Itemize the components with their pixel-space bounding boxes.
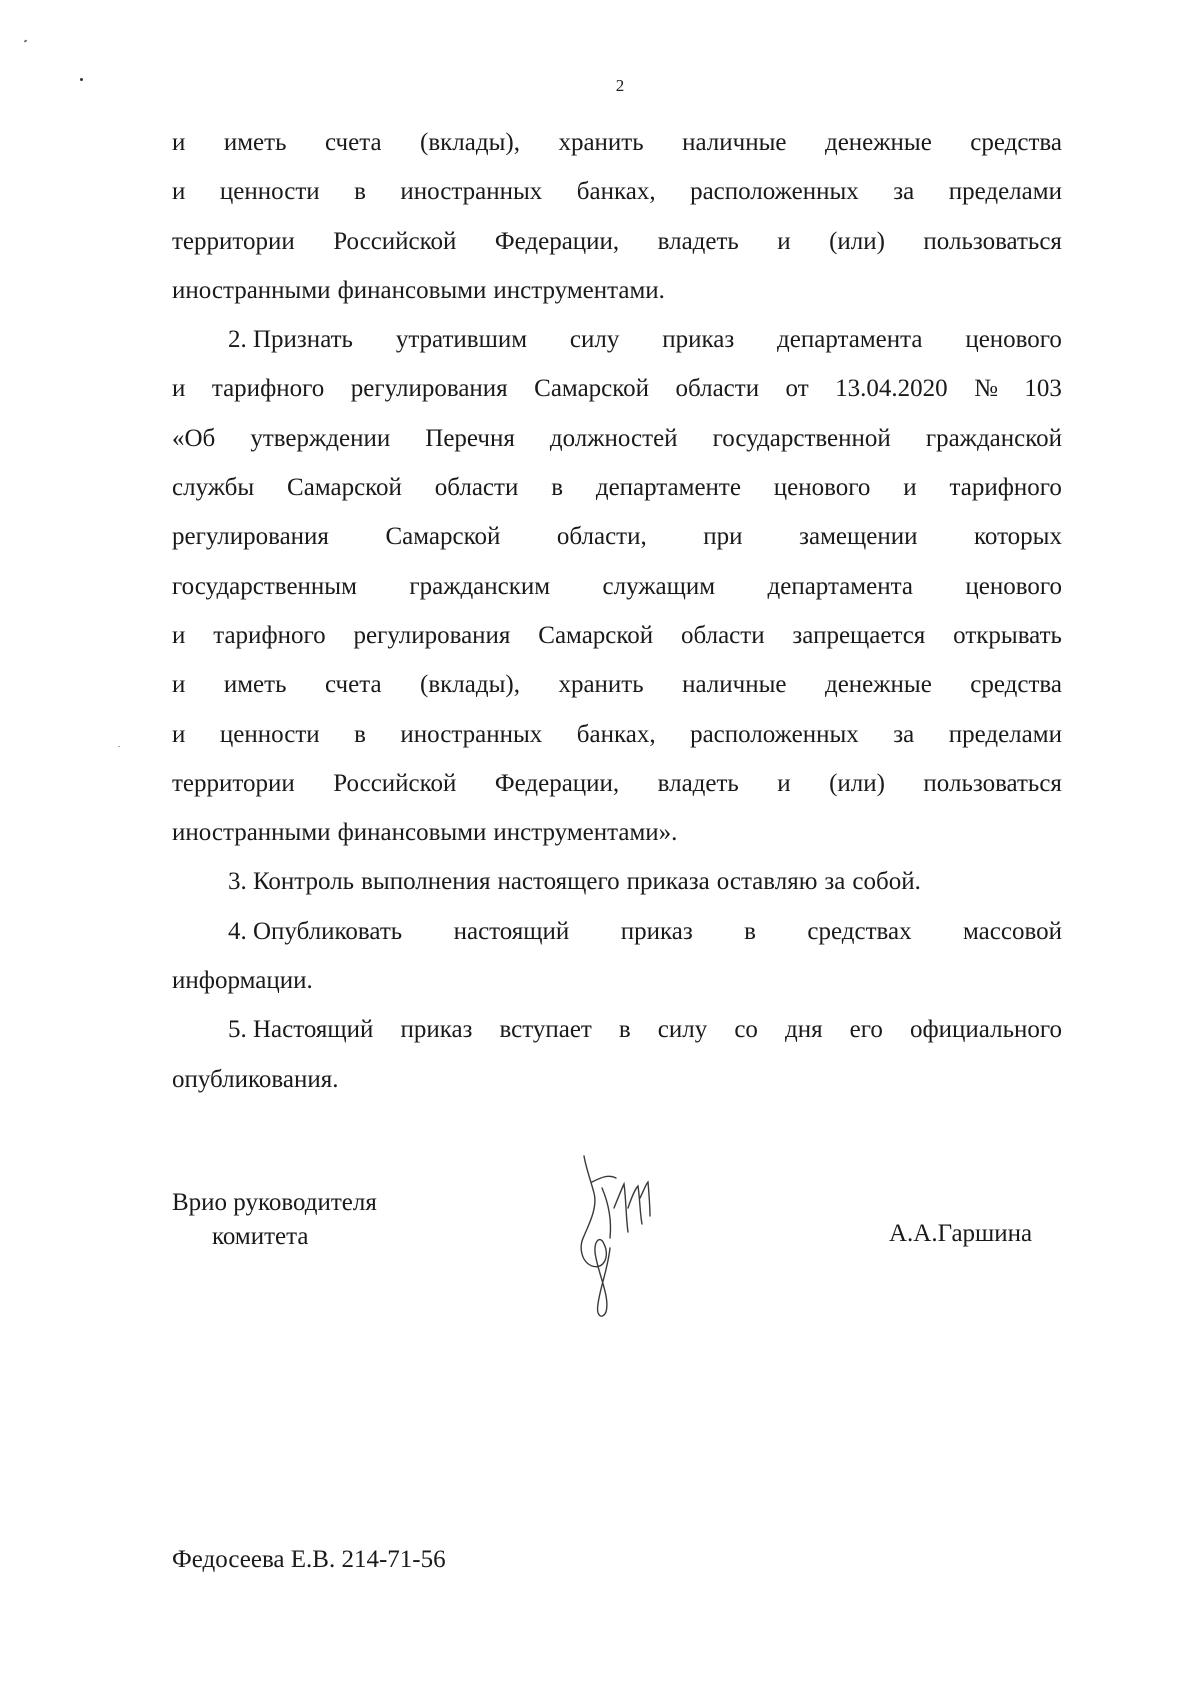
word: в [354,720,366,748]
word: при [703,523,743,551]
word: Федерации, [494,227,620,255]
scan-speck [118,746,120,747]
word: государственной [712,424,891,452]
word: хранить [558,671,644,699]
word: утратившим [395,326,528,354]
word: иностранных [400,178,543,206]
page-number: 2 [615,76,625,95]
word: расположенных [690,720,859,748]
text-line [172,512,1062,561]
word: иностранными [172,276,331,304]
word: приказ [620,917,693,945]
word: области, [556,523,647,551]
word: запрещается [792,621,926,649]
word: территории [172,769,295,797]
word: расположенных [690,178,859,206]
word: хранить [558,129,644,156]
word: Самарской [534,375,650,403]
word: департаменте [595,474,741,502]
word: инструментами. [493,276,665,304]
signatory-title-line: комитета [212,1223,309,1250]
text-line [172,759,1062,808]
word: государственным [172,572,357,600]
word: «Об [172,424,216,452]
text-line [172,1005,1062,1054]
word: 5. Настоящий [228,1016,374,1044]
text-line [172,118,1062,167]
signatory-title [172,1186,377,1254]
word: (вклады), [420,671,520,699]
word: финансовыми [337,819,487,847]
text-line [172,956,1062,1005]
word: замещении [799,523,918,551]
word: от [785,375,809,403]
word: ценности [219,720,320,748]
text-line [172,364,1062,413]
text-line [172,266,1062,315]
word: Перечня [425,424,515,452]
word: со [734,1016,758,1044]
word: Самарской [385,523,501,551]
word: тарифного [949,474,1062,502]
word: и [172,621,186,649]
signatory-title-line: Врио руководителя [172,1189,377,1216]
word: банках, [576,720,656,748]
executor-contact: Федосеева Е.В. 214-71-56 [172,1546,446,1573]
word: выполнения [361,868,491,896]
word: банках, [576,178,656,206]
word: регулирования [172,523,329,551]
word: области [675,375,760,403]
word: владеть [657,769,739,797]
word: службы [172,474,255,502]
word: иметь [223,671,287,699]
word: утверждении [250,424,391,452]
word: за [893,178,915,206]
word: пользоваться [923,227,1062,255]
word: и [172,671,186,699]
word: денежные [824,129,932,156]
text-line [172,808,1062,857]
word: и [172,178,186,206]
word: и [172,720,186,748]
word: и [172,129,186,156]
word: № [974,375,998,403]
word: приказ [662,326,735,354]
text-line [172,167,1062,216]
text-line [172,463,1062,512]
word: счета [324,129,382,156]
text-line [172,660,1062,709]
word: 2. Признать [228,326,353,354]
word: иностранными [172,819,331,847]
word: Федерации, [494,769,620,797]
word: информации. [172,967,313,995]
word: тарифного [213,621,326,649]
word: его [849,1016,883,1044]
word: собой. [852,868,921,896]
word: за [893,720,915,748]
word: служащим [602,572,716,600]
word: массовой [963,917,1062,945]
word: Российской [333,769,457,797]
word: (или) [829,769,885,797]
handwritten-signature [574,1148,654,1323]
word: 103 [1024,375,1062,403]
word: гражданской [925,424,1062,452]
document-body [172,118,1062,1104]
word: ценового [965,572,1062,600]
word: регулирования [353,621,511,649]
word: средства [970,129,1062,156]
word: (вклады), [420,129,520,156]
word: Самарской [538,621,654,649]
scan-speck [24,39,28,42]
word: в [354,178,366,206]
word: иметь [223,129,287,156]
word: инструментами». [493,819,678,847]
word: счета [324,671,382,699]
text-line [172,907,1062,956]
word: Российской [333,227,457,255]
word: в [551,474,563,502]
word: ценового [965,326,1062,354]
word: и [903,474,917,502]
word: средствах [807,917,912,945]
text-line [172,611,1062,660]
word: тарифного [211,375,325,403]
word: пределами [948,178,1062,206]
word: которых [974,523,1062,551]
word: регулирования [350,375,508,403]
word: открывать [953,621,1062,649]
word: настоящего [497,868,620,896]
text-line [172,414,1062,463]
word: в [744,917,756,945]
word: иностранных [400,720,543,748]
word: 3. Контроль [228,868,355,896]
word: ценового [773,474,871,502]
word: силу [657,1016,708,1044]
word: опубликования. [172,1065,339,1093]
text-line [172,562,1062,611]
word: пределами [948,720,1062,748]
word: за [824,868,846,896]
text-line [172,315,1062,364]
word: денежные [824,671,932,699]
word: средства [970,671,1062,699]
word: (или) [829,227,885,255]
word: 13.04.2020 [835,375,948,403]
word: в [618,1016,631,1044]
word: территории [172,227,295,255]
word: и [777,227,791,255]
word: финансовыми [337,276,487,304]
word: официального [909,1016,1062,1044]
word: приказа [626,868,710,896]
word: области [681,621,765,649]
word: настоящий [453,917,570,945]
word: и [172,375,186,403]
signatory-name: А.А.Гаршина [889,1220,1033,1247]
word: силу [569,326,620,354]
word: гражданским [409,572,551,600]
word: наличные [682,129,787,156]
word: департамента [777,326,923,354]
word: должностей [549,424,678,452]
text-line [172,217,1062,266]
word: области [434,474,519,502]
text-line [172,857,1062,906]
word: владеть [657,227,739,255]
word: наличные [682,671,787,699]
word: и [777,769,791,797]
word: Самарской [287,474,402,502]
word: ценности [219,178,320,206]
word: департамента [767,572,913,600]
word: оставляю [716,868,818,896]
text-line [172,1055,1062,1104]
word: 4. Опубликовать [228,917,403,945]
word: вступает [499,1016,592,1044]
word: дня [784,1016,823,1044]
word: приказ [400,1016,473,1044]
word: пользоваться [923,769,1062,797]
text-line [172,710,1062,759]
